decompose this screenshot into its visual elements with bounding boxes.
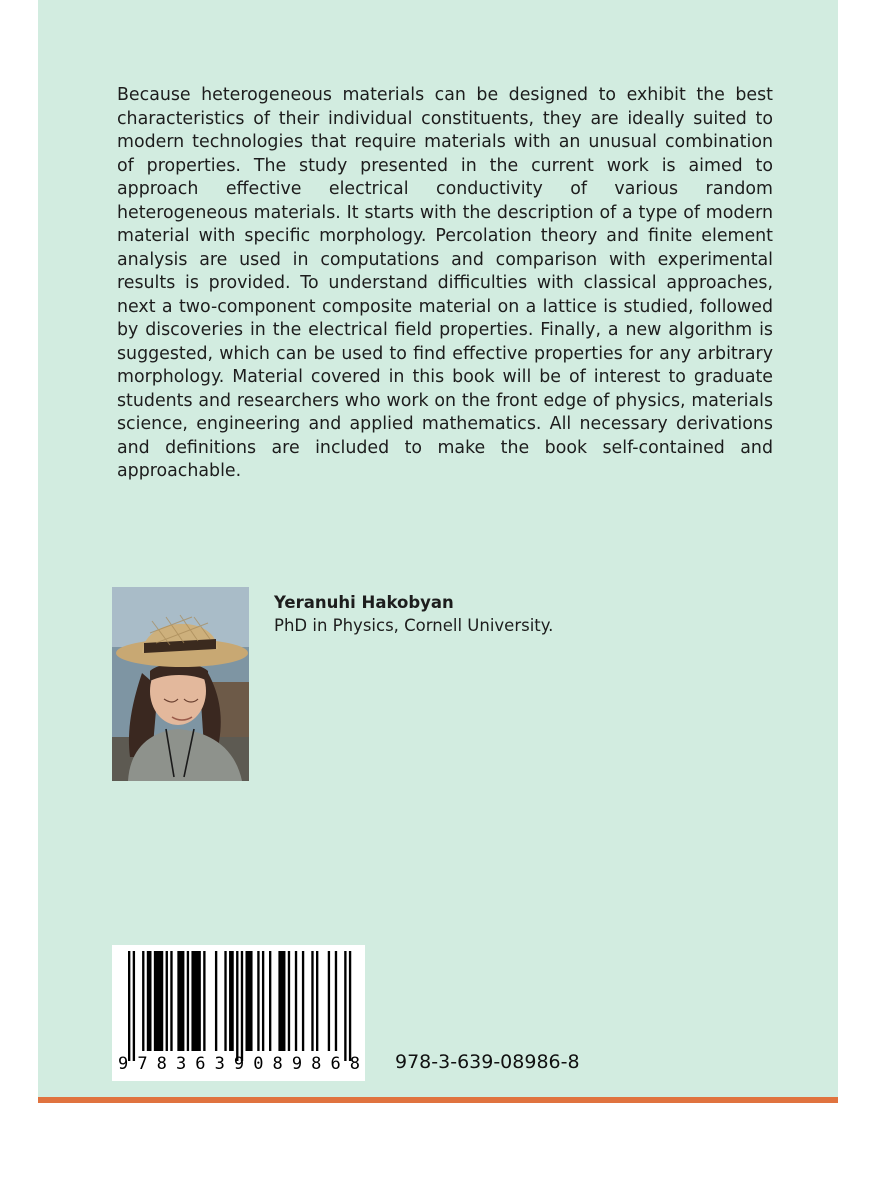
barcode-bar [224,951,226,1051]
barcode-digit: 7 [137,1054,148,1074]
barcode-bar [278,951,285,1051]
barcode-digit: 3 [175,1054,187,1074]
barcode-digit: 8 [272,1054,283,1074]
barcode-bar [128,951,130,1061]
barcode-bar [133,951,135,1061]
barcode-digit: 0 [253,1054,264,1074]
barcode-bar [328,951,330,1051]
barcode-bar [246,951,253,1051]
barcode-bar [241,951,243,1061]
barcode-bar [311,951,313,1051]
author-portrait-icon [112,587,249,781]
barcode-digit: 9 [233,1054,245,1074]
author-photo [112,587,249,781]
barcode-bar [142,951,144,1051]
barcode-bar [269,951,271,1051]
barcode [112,945,365,1081]
barcode-bar [349,951,351,1061]
barcode-bar [177,951,184,1051]
barcode-digits [118,1055,360,1073]
author-name: Yeranuhi Hakobyan [274,593,454,612]
barcode-bar [147,951,152,1051]
barcode-bar [203,951,205,1051]
book-description: Because heterogeneous materials can be designed to exhibit the best characteristics of their individual constituents, they are ideally suited to modern technologies that require materials with an unusual combination of properties. The study presented in the current work is aimed to approach effective electrical conductivity of various random heterogeneous materials. It starts with the description of a type of modern material with specific morphology. Percolation theory and finite element analysis are used in computations and comparison with experimental results is provided. To understand difficulties with classical approaches, next a two-component composite material on a lattice is studied, followed by discoveries in the electrical field properties. Finally, a new algorithm is suggested, which can be used to find effective properties for any arbitrary morphology. Material covered in this book will be of interest to graduate students and researchers who work on the front edge of physics, materials science, engineering and applied mathematics. All necessary derivations and definitions are included to make the book self-contained and approachable. [117,85,773,481]
barcode-digit: 8 [349,1054,360,1074]
barcode-bar [295,951,297,1051]
barcode-digit: 6 [330,1054,341,1074]
barcode-digit: 9 [118,1054,129,1074]
isbn-number: 978-3-639-08986-8 [395,1051,580,1073]
barcode-bar [166,951,168,1051]
barcode-bar [302,951,304,1051]
barcode-bar [288,951,290,1051]
barcode-bar [236,951,238,1061]
barcode-bar [262,951,264,1051]
barcode-digit: 6 [195,1054,206,1074]
barcode-bar [229,951,234,1051]
barcode-digit: 3 [214,1054,225,1074]
barcode-digit: 9 [291,1054,303,1074]
barcode-bar [170,951,172,1051]
barcode-digit: 8 [156,1054,167,1074]
barcode-bar [335,951,337,1051]
barcode-bar [191,951,200,1051]
barcode-bar [316,951,318,1051]
author-credentials: PhD in Physics, Cornell University. [274,616,554,635]
barcode-digit: 8 [311,1054,322,1074]
barcode-bar [154,951,163,1051]
barcode-bar [187,951,189,1051]
barcode-bar [215,951,217,1051]
barcode-bar [257,951,259,1051]
accent-bar [38,1097,838,1103]
barcode-bar [344,951,346,1061]
